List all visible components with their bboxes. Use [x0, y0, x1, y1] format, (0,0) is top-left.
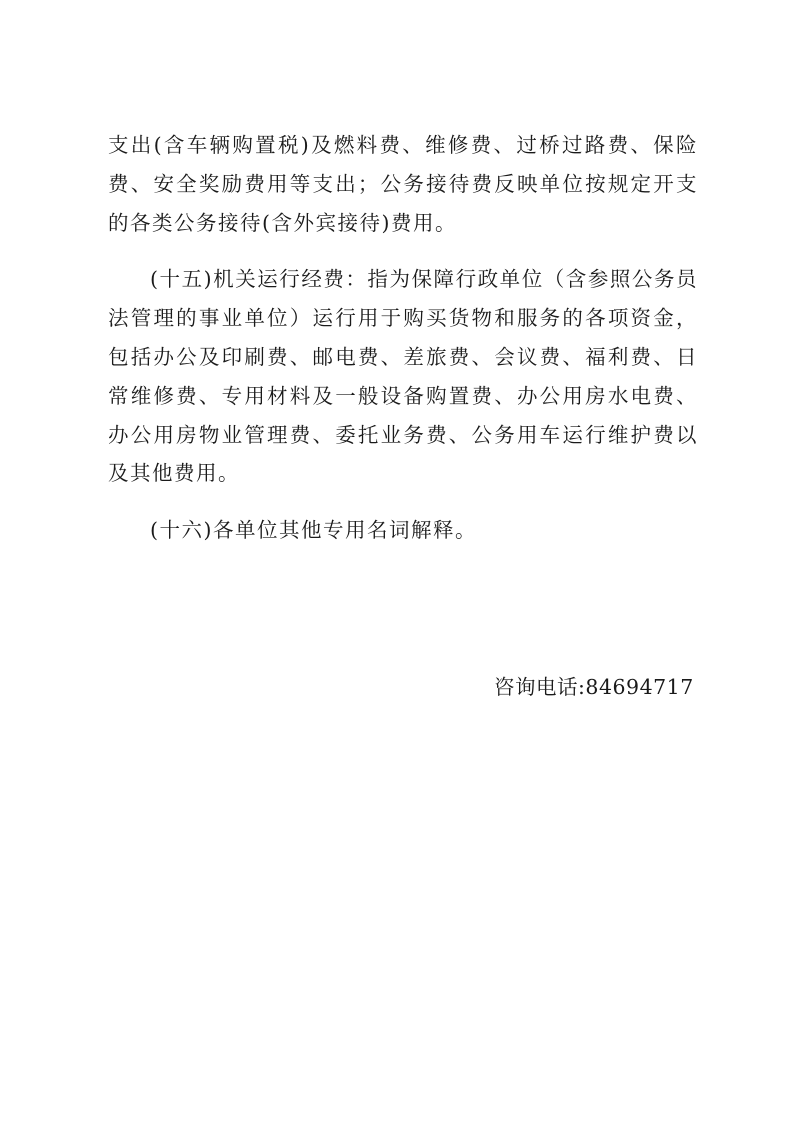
paragraph-gap [108, 242, 698, 260]
paragraph-expense-continuation: 支出(含车辆购置税)及燃料费、维修费、过桥过路费、保险费、安全奖励费用等支出；公务接待费反映单位按规定开支的各类公务接待(含外宾接待)费用。 [108, 133, 698, 235]
paragraph-gap [108, 493, 698, 511]
paragraph-operating-expenses: (十五)机关运行经费：指为保障行政单位（含参照公务员法管理的事业单位）运行用于购买货物和服务的各项资金，包括办公及印刷费、邮电费、差旅费、会议费、福利费、日常维修费、专用材料及一般设备购置费、办公用房水电费、办公用房物业管理费、委托业务费、公务用车运行维护费以及其他费用。 [108, 267, 698, 486]
contact-phone: 咨询电话:84694717 [494, 675, 694, 699]
paragraph-other-terms: (十六)各单位其他专用名词解释。 [150, 518, 477, 543]
document-body [108, 126, 698, 550]
